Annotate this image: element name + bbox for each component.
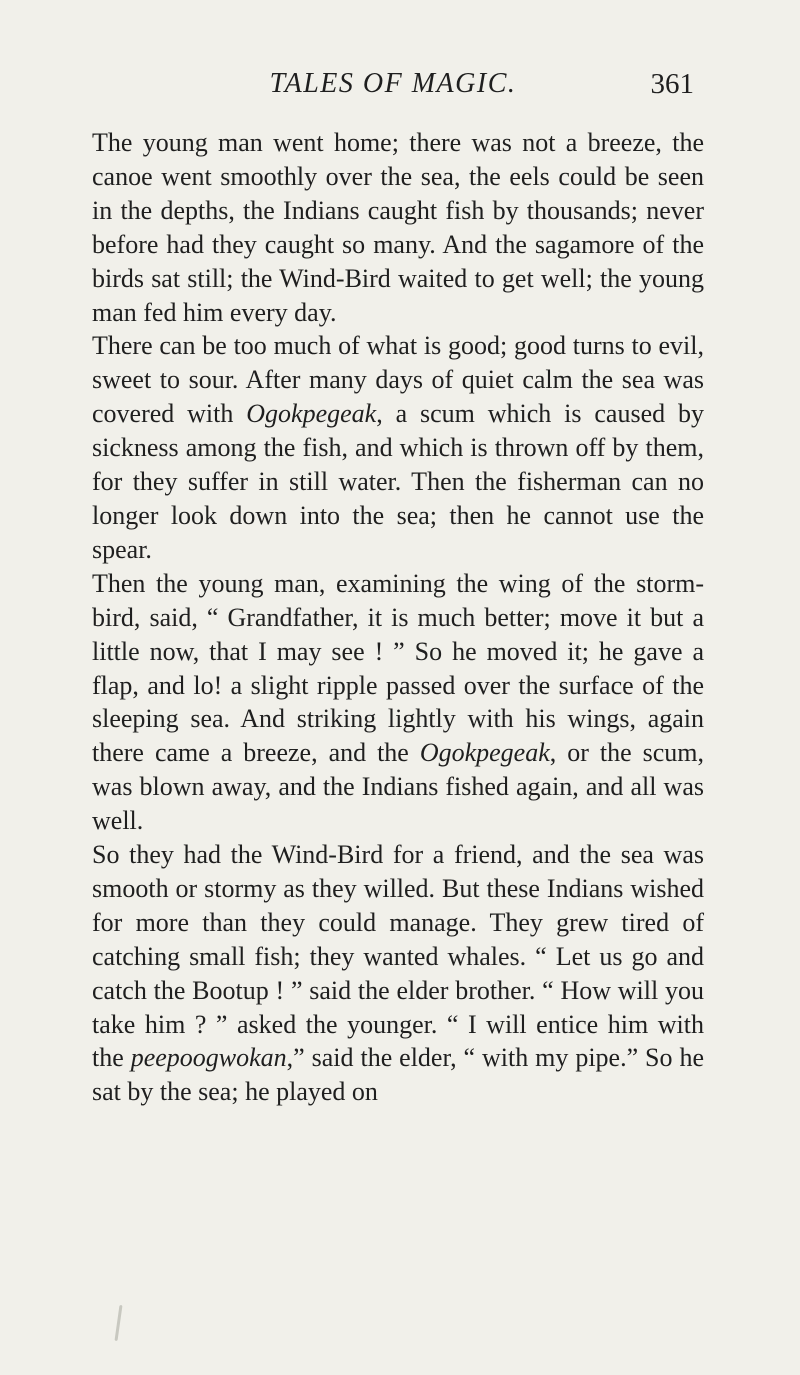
italic-term: Ogokpegeak (419, 738, 550, 768)
paragraph-1 (92, 126, 704, 329)
paragraph-3 (92, 567, 704, 838)
text-segment: So they had the Wind-Bird for a friend, and the sea was smooth or stormy as they willed. But these Indians wished for more than they could manage. They grew tired of catching small fish; they wanted whales. “ Let us go and catch the Bootup ! ” said the elder brother. “ How will you take him ? ” asked the younger. “ I will entice him with the (92, 840, 704, 1073)
running-title: TALES OF MAGIC. (269, 68, 517, 99)
text-segment: Then the young man, examining the wing of the storm-bird, said, “ Grandfather, it is much better; move it but a little now, that I may see ! ” So he moved it; he gave a flap, and lo! a slight ripple passed over the surface of the sleeping sea. And striking lightly with his wings, again there came a breeze, and the (92, 568, 704, 768)
text-segment: , or the scum, was blown away, and the Indians fished again, and all was well. (92, 738, 704, 836)
text-segment: ,” said the elder, “ with my pipe.” So he sat by the sea; he played on (92, 1043, 704, 1107)
text-segment: , a scum which is caused by sickness among the fish, and which is thrown off by them, for they suffer in still water. Then the fisherman can no longer look down into the sea; then he cannot use the spear. (92, 399, 704, 564)
page-number: 361 (650, 68, 694, 100)
italic-term: peepoogwokan (130, 1043, 287, 1073)
paragraph-4 (92, 838, 704, 1109)
page-header (92, 64, 694, 104)
italic-term: Ogokpegeak (246, 399, 377, 429)
pencil-mark (115, 1305, 123, 1341)
text-segment: There can be too much of what is good; good turns to evil, sweet to sour. After many days of quiet calm the sea was covered with (92, 331, 704, 429)
text-segment: The young man went home; there was not a breeze, the canoe went smoothly over the sea, the eels could be seen in the depths, the Indians caught fish by thousands; never before had they caught so many. And the sagamore of the birds sat still; the Wind-Bird waited to get well; the young man fed him every day. (92, 128, 704, 327)
body-text (92, 126, 704, 1109)
paragraph-2 (92, 329, 704, 566)
